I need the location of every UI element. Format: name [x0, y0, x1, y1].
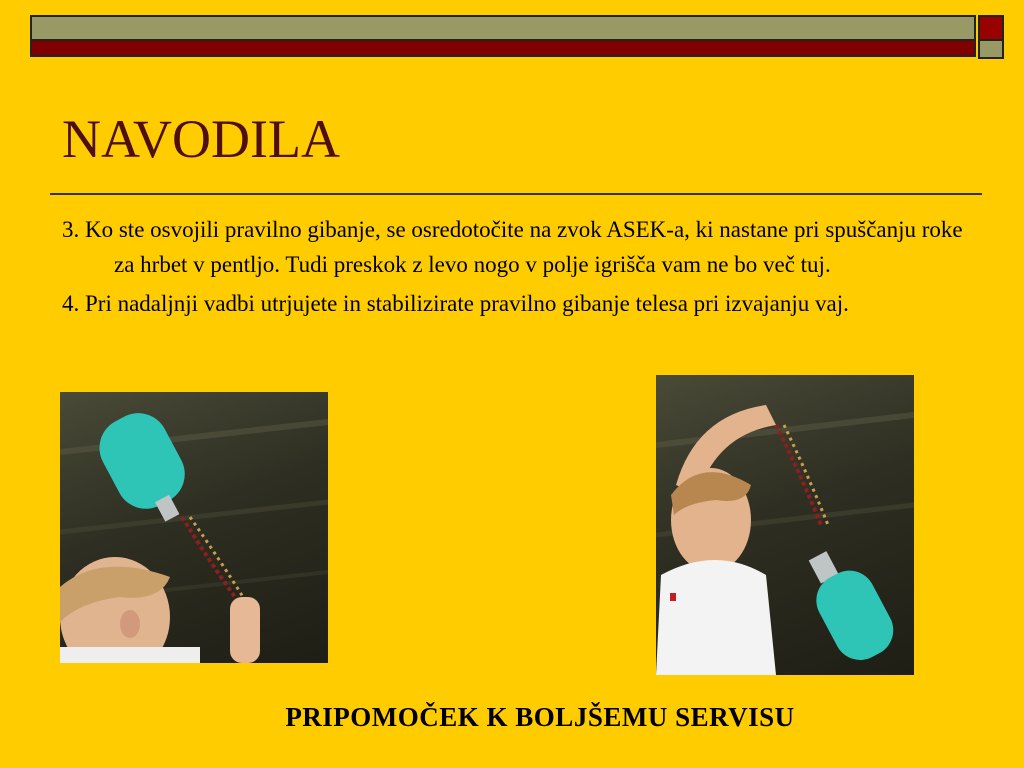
- header-maroon-stripe: [30, 41, 976, 57]
- instruction-list: [62, 212, 982, 325]
- title-divider: [50, 193, 982, 195]
- left-photo: [60, 392, 328, 663]
- instruction-item-3: 3. Ko ste osvojili pravilno gibanje, se osredotočite na zvok ASEK-a, ki nastane pri spuščanju roke za hrbet v pentljo. Tudi preskok z levo nogo v polje igrišča vam ne bo več tuj.: [62, 217, 963, 277]
- header-decoration-bar: [30, 15, 976, 59]
- right-photo-illustration: [656, 375, 914, 675]
- right-photo: [656, 375, 914, 675]
- slide-title: NAVODILA: [62, 109, 340, 169]
- header-olive-stripe: [30, 15, 976, 41]
- slide-caption: PRIPOMOČEK K BOLJŠEMU SERVISU: [285, 702, 795, 732]
- corner-olive-square: [978, 41, 1004, 59]
- instruction-item-4: 4. Pri nadaljnji vadbi utrjujete in stabilizirate pravilno gibanje telesa pri izvajanju vaj.: [62, 291, 849, 316]
- corner-red-square: [978, 15, 1004, 41]
- left-photo-illustration: [60, 392, 328, 663]
